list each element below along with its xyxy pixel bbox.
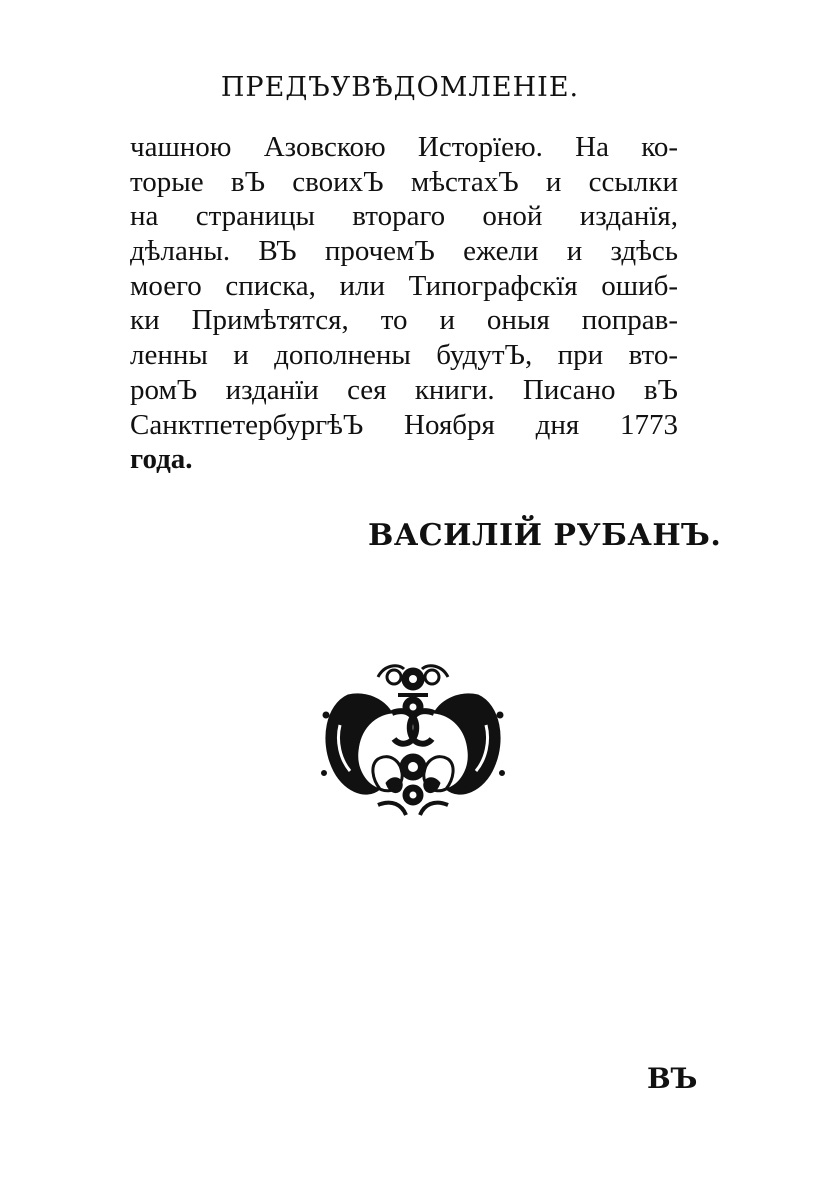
text-line: ленны и дополнены будутЪ, при вто- xyxy=(130,339,678,372)
running-head: ПРЕДЪУВѢДОМЛЕНІЕ. xyxy=(220,72,580,103)
text-line: торые вЪ своихЪ мѣстахЪ и ссылки xyxy=(130,165,678,198)
floral-cartouche-ornament-icon xyxy=(318,655,508,825)
text-line: дѣланы. ВЪ прочемЪ ежели и здѣсь xyxy=(130,235,678,268)
body-text xyxy=(130,130,678,477)
text-line: чашною Азовскою Исторїею. На ко- xyxy=(130,131,678,163)
catchword: ВЪ xyxy=(647,1062,698,1095)
text-line-last: года. xyxy=(130,443,193,476)
text-line: моего списка, или Типографскїя ошиб- xyxy=(130,269,678,302)
author-signature: ВАСИЛІЙ РУБАНЪ. xyxy=(368,518,722,553)
text-line: на страницы втораго оной изданїя, xyxy=(130,200,678,233)
text-line: СанктпетербургѣЪ Ноября дня 1773 xyxy=(130,408,678,441)
text-line: ромЪ изданїи сея книги. Писано вЪ xyxy=(130,373,678,406)
text-line: ки Примѣтятся, то и оныя поправ- xyxy=(130,304,678,337)
